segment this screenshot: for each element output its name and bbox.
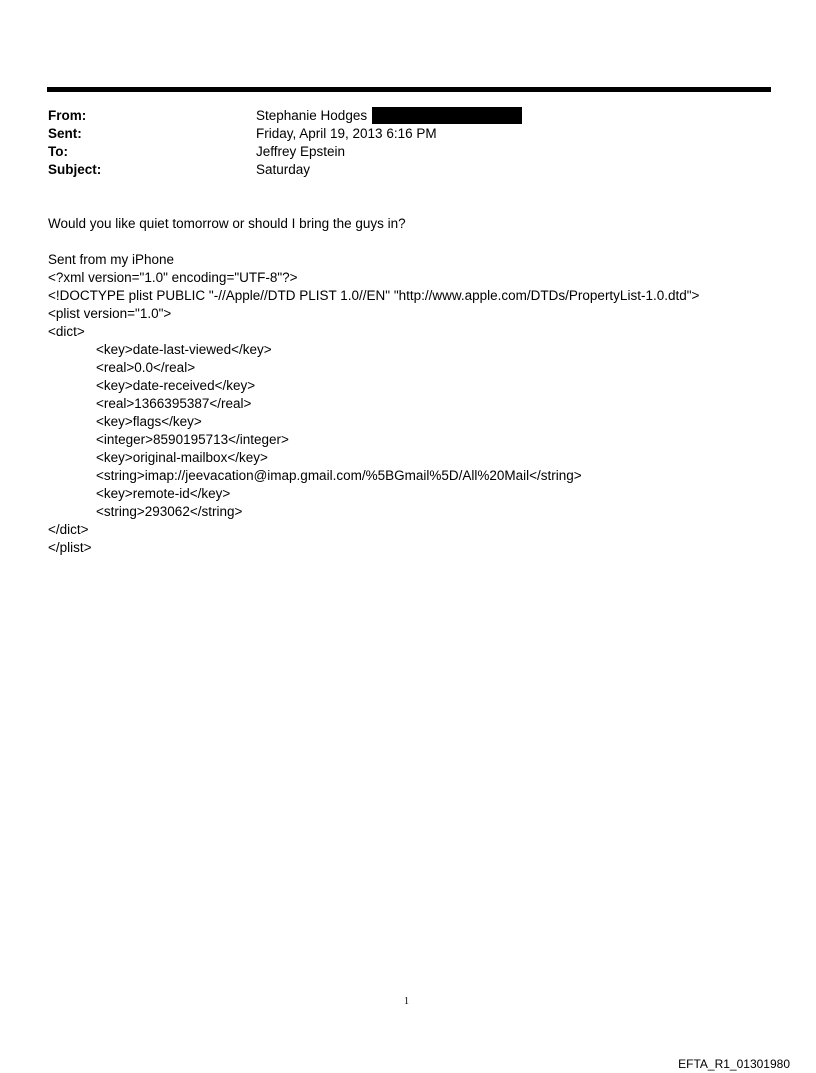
plist-line: <key>remote-id</key> (96, 486, 231, 501)
plist-line: </plist> (48, 540, 92, 555)
plist-line: <!DOCTYPE plist PUBLIC "-//Apple//DTD PLIST 1.0//EN" "http://www.apple.com/DTDs/PropertyList-1.0.dtd"> (48, 288, 700, 303)
plist-line: <plist version="1.0"> (48, 306, 172, 321)
plist-line: <key>original-mailbox</key> (96, 450, 268, 465)
plist-line: <key>date-last-viewed</key> (96, 342, 272, 357)
subject-label: Subject: (48, 162, 102, 177)
plist-line: <integer>8590195713</integer> (96, 432, 289, 447)
plist-line: <key>date-received</key> (96, 378, 256, 393)
redaction-bar (372, 107, 522, 124)
document-id: EFTA_R1_01301980 (678, 1057, 790, 1071)
plist-line: <real>1366395387</real> (96, 396, 252, 411)
sent-label: Sent: (48, 126, 82, 141)
plist-line: <string>293062</string> (96, 504, 243, 519)
sender-name: Stephanie Hodges (256, 108, 368, 123)
page-number: 1 (404, 996, 409, 1007)
subject-value: Saturday (256, 162, 311, 177)
to-value: Jeffrey Epstein (256, 144, 346, 159)
email-signature: Sent from my iPhone (48, 252, 175, 267)
plist-line: <?xml version="1.0" encoding="UTF-8"?> (48, 270, 298, 285)
from-label: From: (48, 108, 87, 123)
from-value (256, 107, 522, 125)
plist-line: </dict> (48, 522, 89, 537)
sent-value: Friday, April 19, 2013 6:16 PM (256, 126, 437, 141)
plist-line: <real>0.0</real> (96, 360, 196, 375)
plist-line: <string>imap://jeevacation@imap.gmail.com/%5BGmail%5D/All%20Mail</string> (96, 468, 582, 483)
header-rule (47, 87, 771, 92)
plist-line: <key>flags</key> (96, 414, 202, 429)
email-body: Would you like quiet tomorrow or should I bring the guys in? (48, 216, 406, 231)
to-label: To: (48, 144, 68, 159)
plist-line: <dict> (48, 324, 85, 339)
